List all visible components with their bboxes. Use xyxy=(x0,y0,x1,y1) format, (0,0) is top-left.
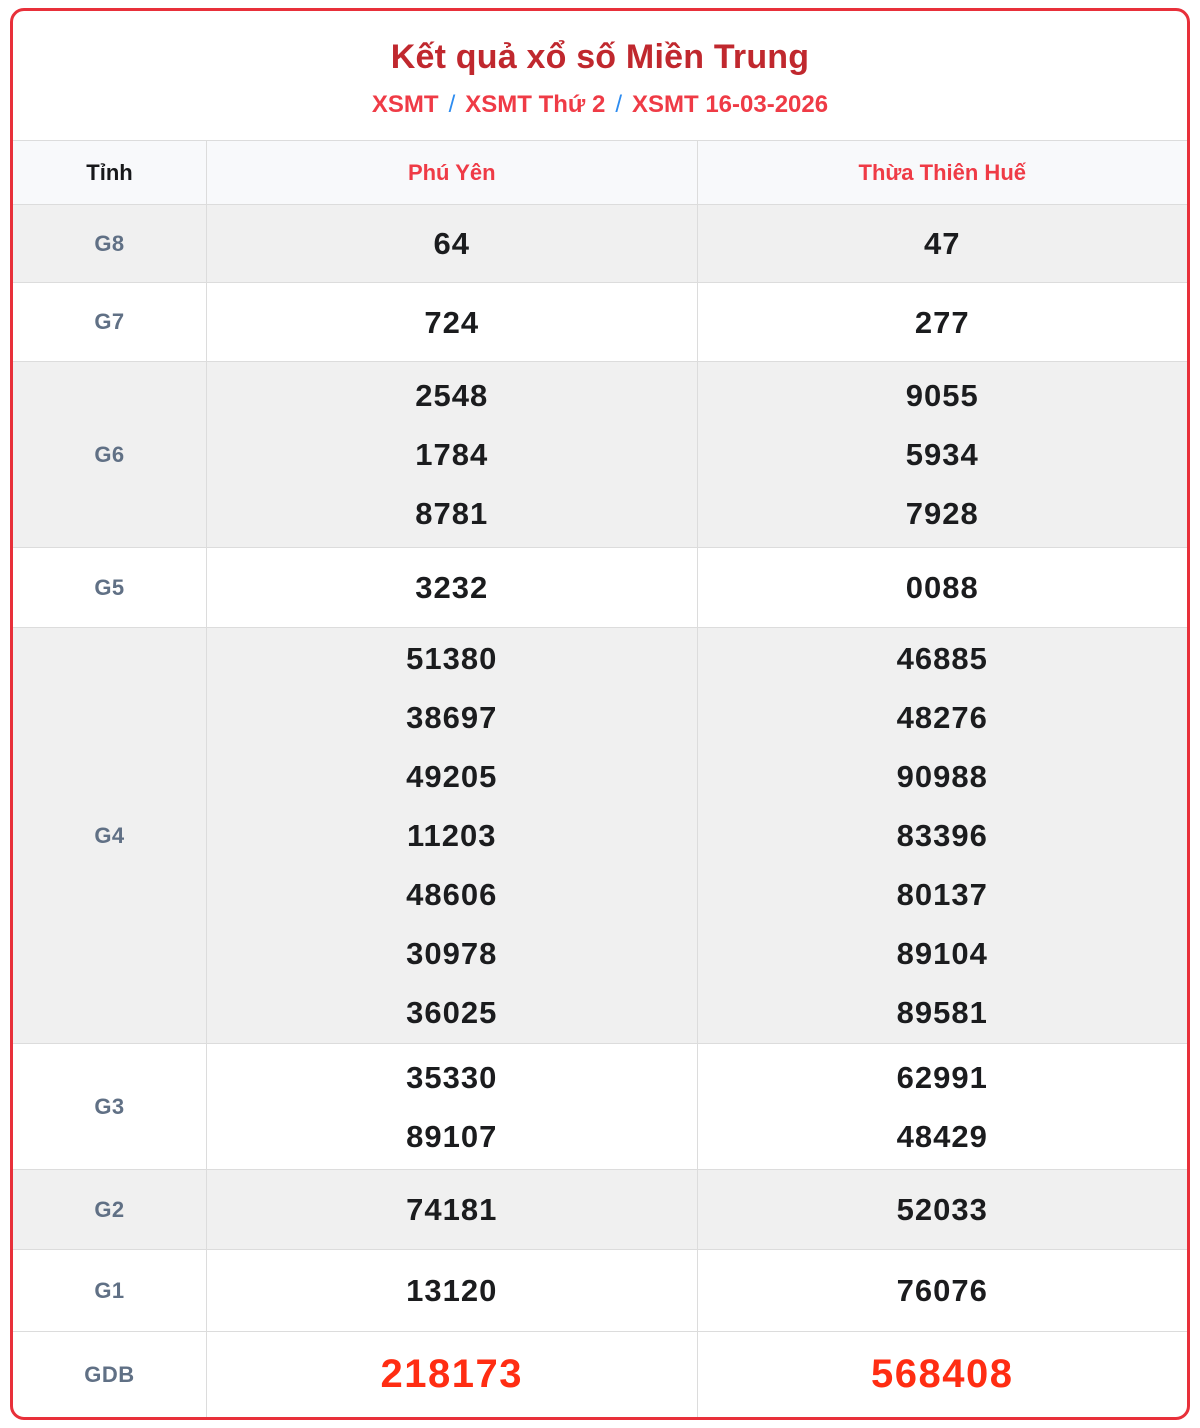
prize-number: 7928 xyxy=(905,496,979,531)
result-cell xyxy=(206,548,697,627)
prize-number: 48276 xyxy=(896,700,988,735)
breadcrumb-separator: / xyxy=(448,91,456,118)
prize-label: G6 xyxy=(94,441,125,467)
province-link-phu-yen[interactable]: Phú Yên xyxy=(407,159,496,185)
prize-number: 48606 xyxy=(406,877,498,912)
table-row-gdb xyxy=(13,1331,1187,1417)
card-header xyxy=(13,11,1187,140)
result-cell xyxy=(697,628,1188,1043)
province-link-thua-thien-hue[interactable]: Thừa Thiên Huế xyxy=(858,159,1026,185)
special-prize-number: 568408 xyxy=(871,1352,1014,1396)
prize-label: GDB xyxy=(84,1361,135,1387)
table-row-g6 xyxy=(13,361,1187,547)
breadcrumb-separator: / xyxy=(615,91,622,118)
prize-number: 76076 xyxy=(896,1273,988,1308)
results-table xyxy=(13,140,1187,1417)
prize-number: 52033 xyxy=(896,1192,988,1227)
prize-number: 35330 xyxy=(406,1059,498,1095)
table-row-g3 xyxy=(13,1043,1187,1169)
prize-number: 38697 xyxy=(406,700,498,735)
table-row-g8 xyxy=(13,204,1187,282)
prize-label: G4 xyxy=(94,822,125,848)
prize-number: 277 xyxy=(914,304,970,340)
result-cell xyxy=(697,1250,1188,1331)
prize-number: 74181 xyxy=(406,1192,498,1227)
breadcrumb-link-xsmt[interactable]: XSMT xyxy=(371,91,439,118)
result-cell xyxy=(206,1250,697,1331)
column-header-thua-thien-hue xyxy=(697,141,1188,204)
result-cell xyxy=(206,362,697,547)
table-header-row xyxy=(13,140,1187,204)
prize-number: 90988 xyxy=(896,759,988,794)
result-cell xyxy=(206,1044,697,1169)
prize-label: G7 xyxy=(94,309,125,334)
breadcrumb-link-xsmt-thu-2[interactable]: XSMT Thứ 2 xyxy=(465,91,606,118)
prize-number: 83396 xyxy=(896,818,988,853)
prize-label: G3 xyxy=(94,1093,125,1119)
result-cell xyxy=(206,628,697,1043)
prize-number: 11203 xyxy=(407,818,497,853)
page-title: Kết quả xổ số Miền Trung xyxy=(390,38,810,76)
prize-number: 30978 xyxy=(406,936,498,971)
prize-number: 64 xyxy=(433,226,470,261)
table-row-g5 xyxy=(13,547,1187,627)
prize-number: 36025 xyxy=(406,995,498,1030)
result-cell xyxy=(206,283,697,361)
result-cell xyxy=(206,1332,697,1417)
result-cell xyxy=(697,362,1188,547)
prize-number: 0088 xyxy=(905,570,979,605)
results-card xyxy=(10,8,1190,1420)
prize-number: 5934 xyxy=(905,437,979,472)
prize-number: 3232 xyxy=(415,570,489,605)
prize-number: 89581 xyxy=(896,995,988,1030)
prize-number: 13120 xyxy=(406,1273,498,1308)
prize-number: 724 xyxy=(424,304,480,340)
column-header-province: Tỉnh xyxy=(86,159,133,185)
breadcrumb xyxy=(372,91,828,119)
result-cell xyxy=(697,1332,1188,1417)
prize-number: 62991 xyxy=(896,1059,988,1095)
result-cell xyxy=(206,1170,697,1249)
prize-number: 80137 xyxy=(896,877,988,912)
prize-label: G2 xyxy=(94,1196,125,1222)
result-cell xyxy=(697,283,1188,361)
prize-number: 1784 xyxy=(415,437,489,472)
special-prize-number: 218173 xyxy=(380,1352,523,1396)
prize-number: 89104 xyxy=(896,936,988,971)
table-row-g7 xyxy=(13,282,1187,361)
result-cell xyxy=(697,1044,1188,1169)
prize-label: G1 xyxy=(94,1277,125,1303)
column-header-phu-yen xyxy=(206,141,697,204)
result-cell xyxy=(697,1170,1188,1249)
prize-number: 9055 xyxy=(905,378,979,413)
prize-number: 46885 xyxy=(896,641,988,676)
result-cell xyxy=(697,205,1188,282)
prize-label: G8 xyxy=(94,230,125,256)
prize-number: 49205 xyxy=(406,759,498,794)
prize-number: 48429 xyxy=(896,1118,988,1154)
breadcrumb-link-xsmt-date[interactable]: XSMT 16-03-2026 xyxy=(631,91,829,118)
result-cell xyxy=(697,548,1188,627)
table-row-g1 xyxy=(13,1249,1187,1331)
result-cell xyxy=(206,205,697,282)
prize-number: 8781 xyxy=(415,496,489,531)
table-row-g4 xyxy=(13,627,1187,1043)
prize-number: 2548 xyxy=(415,378,489,413)
prize-number: 47 xyxy=(924,226,961,261)
table-row-g2 xyxy=(13,1169,1187,1249)
prize-number: 51380 xyxy=(406,641,498,676)
prize-number: 89107 xyxy=(406,1118,498,1154)
prize-label: G5 xyxy=(94,574,125,600)
